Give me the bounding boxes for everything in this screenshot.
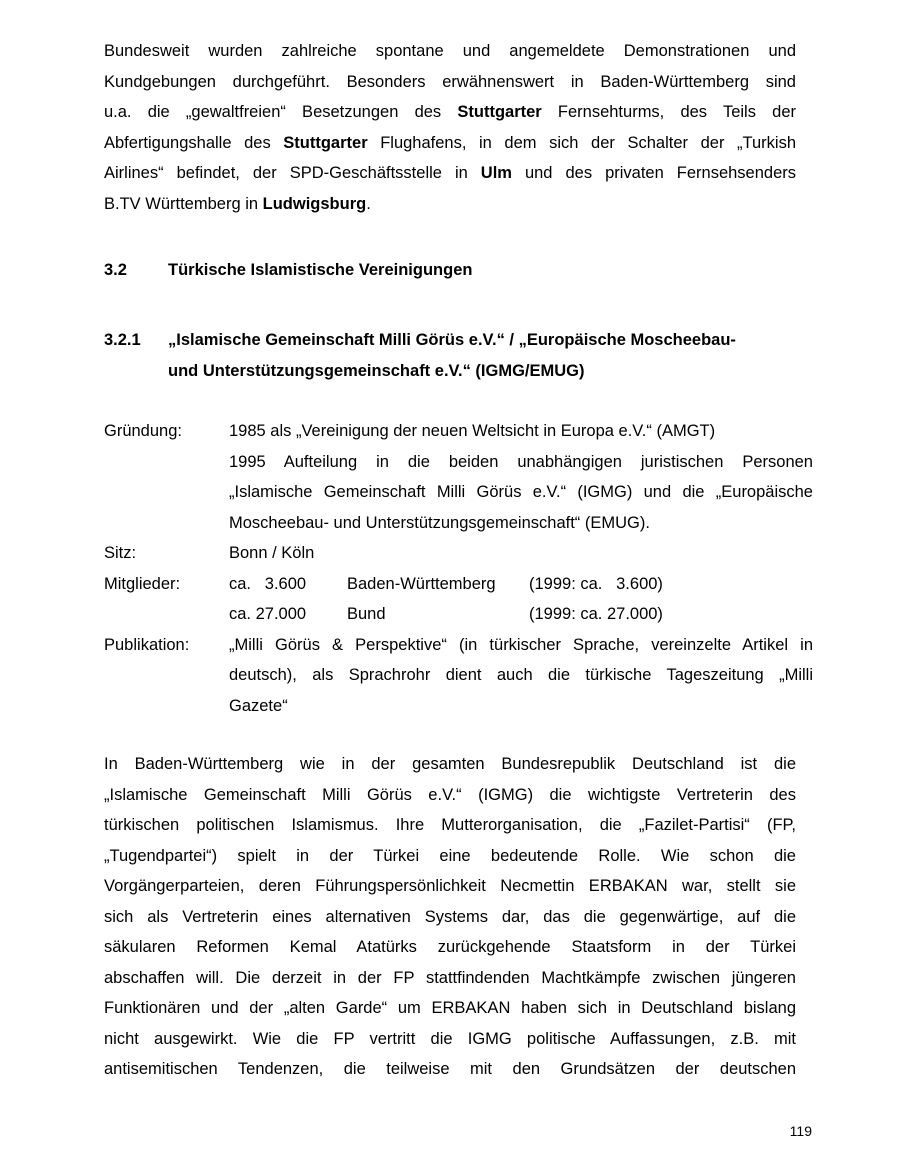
text-line: sich als Vertreterin eines alternativen Systems dar, das die gegenwärtige, auf die <box>104 907 796 926</box>
text-line: antisemitischen Tendenzen, die teilweise mit den Grundsätzen der deutschen <box>104 1060 796 1078</box>
member-region: Baden-Württemberg <box>347 574 496 593</box>
intro-paragraph <box>104 36 796 219</box>
section-number: 3.2 <box>104 261 127 279</box>
text-line: u.a. die „gewaltfreien“ Besetzungen des Stuttgarter Fernsehturms, des Teils der <box>104 103 796 121</box>
members-row <box>104 569 814 630</box>
publication-row <box>104 630 814 722</box>
members-label: Mitglieder: <box>104 574 181 593</box>
text-line: Funktionären und der „alten Garde“ um ERBAKAN haben sich in Deutschland bislang <box>104 999 796 1017</box>
founding-label: Gründung: <box>104 422 182 440</box>
text-line: „Tugendpartei“) spielt in der Türkei eine bedeutende Rolle. Wie schon die <box>104 846 796 865</box>
member-previous: (1999: ca. 27.000) <box>529 605 663 623</box>
member-count: ca. 3.600 <box>229 574 307 593</box>
publication-value <box>229 630 813 722</box>
section-heading <box>104 255 472 285</box>
member-region: Bund <box>347 605 386 623</box>
subsection-number: 3.2.1 <box>104 331 141 349</box>
text-line: nicht ausgewirkt. Wie die FP vertritt die IGMG politische Auffassungen, z.B. mit <box>104 1029 796 1048</box>
members-line <box>229 569 813 600</box>
text-line: türkischen politischen Islamismus. Ihre Mutterorganisation, die „Fazilet-Partisi“ (FP, <box>104 816 796 834</box>
founding-value <box>229 416 813 538</box>
seat-row <box>104 538 814 569</box>
founding-row <box>104 416 814 538</box>
members-table <box>229 569 813 630</box>
text-line: Kundgebungen durchgeführt. Besonders erwähnenswert in Baden-Württemberg sind <box>104 72 796 91</box>
text-line: säkularen Reformen Kemal Atatürks zurückgehende Staatsform in der Türkei <box>104 938 796 956</box>
subsection-title <box>168 325 808 386</box>
text-line: abschaffen will. Die derzeit in der FP stattfindenden Machtkämpfe zwischen jüngeren <box>104 968 796 987</box>
text-line: deutsch), als Sprachrohr dient auch die türkische Tageszeitung „Milli <box>229 666 813 684</box>
seat-label: Sitz: <box>104 544 137 562</box>
text-line: Moscheebau- und Unterstützungsgemeinschaft“ (EMUG). <box>229 513 650 532</box>
fact-sheet <box>104 416 814 721</box>
text-line: Bundesweit wurden zahlreiche spontane und angemeldete Demonstrationen und <box>104 42 796 60</box>
text-line: Vorgängerparteien, deren Führungspersönlichkeit Necmettin ERBAKAN war, stellt sie <box>104 877 796 895</box>
member-previous: (1999: ca. 3.600) <box>529 574 663 593</box>
text-line: Airlines“ befindet, der SPD-Geschäftsstelle in Ulm und des privaten Fernsehsenders <box>104 164 796 182</box>
text-line: 1995 Aufteilung in die beiden unabhängigen juristischen Personen <box>229 452 813 471</box>
text-line: „Islamische Gemeinschaft Milli Görüs e.V.“ (IGMG) und die „Europäische <box>229 483 813 501</box>
text-line: Gazete“ <box>229 696 288 715</box>
text-line: B.TV Württemberg in Ludwigsburg. <box>104 194 371 213</box>
text-line: „Islamische Gemeinschaft Milli Görüs e.V.“ (IGMG) die wichtigste Vertreterin des <box>104 785 796 804</box>
subsection-title-line: „Islamische Gemeinschaft Milli Görüs e.V.“ / „Europäische Moscheebau- <box>168 331 736 349</box>
publication-label: Publikation: <box>104 635 190 654</box>
text-line: 1985 als „Vereinigung der neuen Weltsicht in Europa e.V.“ (AMGT) <box>229 422 716 440</box>
member-count: ca. 27.000 <box>229 605 307 623</box>
members-line <box>229 599 813 630</box>
body-paragraph <box>104 749 796 1085</box>
section-title: Türkische Islamistische Vereinigungen <box>168 261 473 279</box>
seat-value: Bonn / Köln <box>229 544 315 562</box>
text-line: In Baden-Württemberg wie in der gesamten Bundesrepublik Deutschland ist die <box>104 755 796 773</box>
subsection-title-line: und Unterstützungsgemeinschaft e.V.“ (IGMG/EMUG) <box>168 361 585 380</box>
text-line: „Milli Görüs & Perspektive“ (in türkischer Sprache, vereinzelte Artikel in <box>229 635 813 654</box>
page-number: 119 <box>789 1123 812 1139</box>
text-line: Abfertigungshalle des Stuttgarter Flughafens, in dem sich der Schalter der „Turkish <box>104 133 796 152</box>
